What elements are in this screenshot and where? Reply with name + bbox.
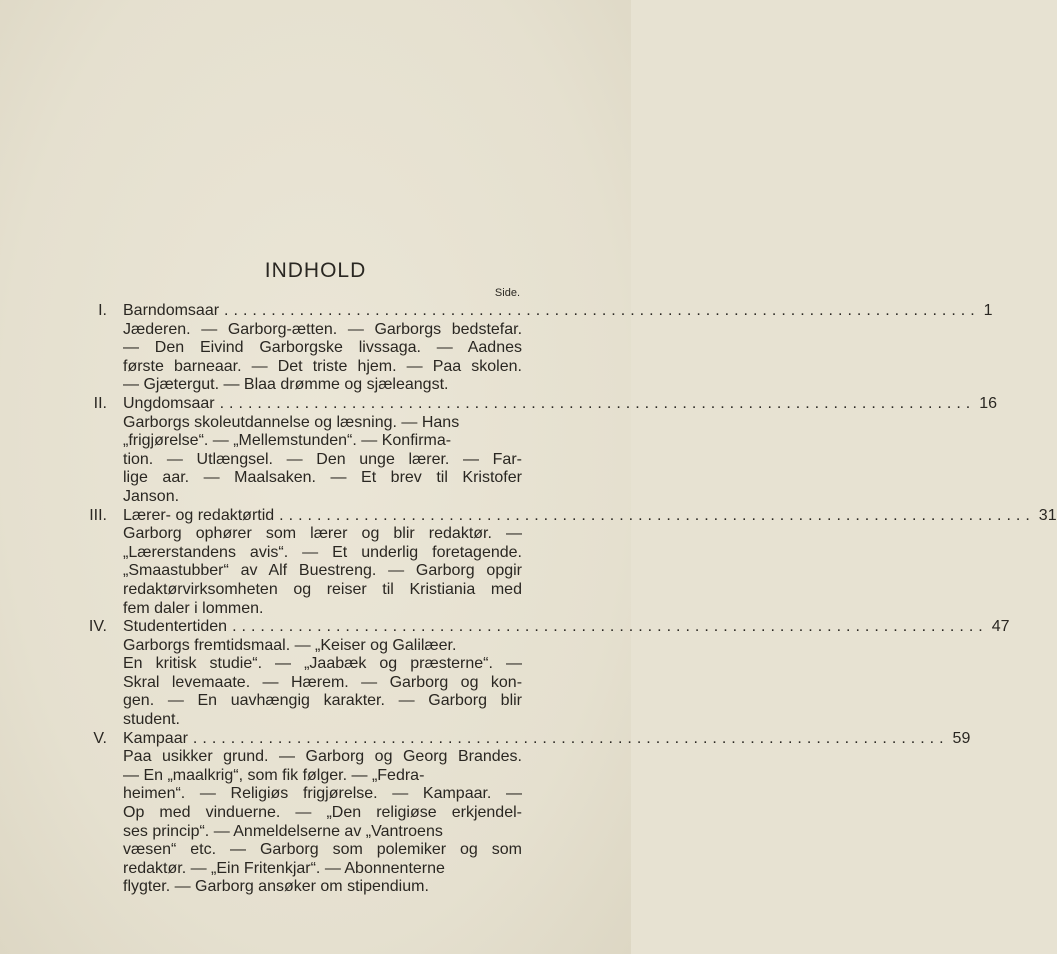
chapter-title: Ungdomsaar: [123, 394, 215, 412]
chapter-page-number: 1: [983, 302, 993, 319]
toc-chapter: [72, 729, 971, 897]
chapter-entry: [123, 394, 998, 507]
page-title: INDHOLD: [264, 259, 367, 282]
chapter-heading-row: [123, 394, 998, 414]
chapter-heading-row: [123, 506, 1057, 526]
chapter-entry: [123, 302, 993, 395]
toc-chapter: [72, 394, 998, 507]
side-column-label: Side.: [494, 287, 520, 299]
chapter-summary-line: Op med vinduerne. — „Den religiøse erkjendel-: [123, 804, 522, 822]
chapter-summary-line: — Gjætergut. — Blaa drømme og sjæleangst.: [123, 376, 449, 394]
chapter-numeral: I.: [98, 302, 107, 319]
chapter-title: Barndomsaar: [123, 302, 220, 319]
chapter-page-number: 16: [979, 394, 998, 412]
chapter-summary-line: flygter. — Garborg ansøker om stipendium.: [123, 878, 429, 896]
chapter-numeral: II.: [93, 394, 107, 412]
chapter-heading-row: [123, 302, 993, 321]
chapter-summary-line: „Smaastubber“ av Alf Buestreng. — Garborg opgir: [123, 562, 522, 580]
chapter-summary-line: redaktørvirksomheten og reiser til Kristiania med: [123, 580, 522, 598]
dot-leader: ................................................................................: [219, 394, 976, 412]
chapter-summary-line: Garborg ophører som lærer og blir redaktør. —: [123, 525, 523, 543]
chapter-numeral: III.: [89, 506, 107, 524]
chapter-summary-line: væsen“ etc. — Garborg som polemiker og som: [123, 841, 522, 859]
chapter-summary-line: første barneaar. — Det triste hjem. — Paa skolen.: [123, 357, 522, 375]
chapter-summary-line: Jæderen. — Garborg-ætten. — Garborgs bedstefar.: [123, 320, 523, 338]
chapter-summary-line: Garborgs skoleutdannelse og læsning. — Hans: [123, 413, 460, 431]
chapter-heading-row: [123, 729, 971, 749]
dot-leader: ................................................................................: [224, 302, 980, 319]
chapter-entry: [123, 618, 1010, 730]
chapter-summary-line: Garborgs fremtidsmaal. — „Keiser og Galilæer.: [123, 636, 457, 654]
chapter-summary-line: En kritisk studie“. — „Jaabæk og præsterne“. —: [123, 655, 522, 673]
toc-chapter: [72, 506, 1057, 619]
chapter-numeral: IV.: [88, 618, 107, 636]
chapter-summary-line: tion. — Utlængsel. — Den unge lærer. — Far-: [123, 450, 522, 468]
chapter-entry: [123, 506, 1057, 619]
chapter-summary-line: Janson.: [123, 487, 180, 505]
chapter-summary-line: student.: [123, 711, 180, 729]
table-of-contents: [72, 302, 1057, 897]
dot-leader: ................................................................................: [232, 618, 988, 636]
chapter-entry: [123, 729, 971, 897]
chapter-summary-line: — En „maalkrig“, som fik følger. — „Fedra-: [123, 766, 425, 784]
chapter-summary-line: redaktør. — „Ein Fritenkjar“. — Abonnenterne: [123, 859, 445, 877]
chapter-summary-line: — Den Eivind Garborgske livssaga. — Aadnes: [123, 339, 522, 357]
chapter-summary-line: gen. — En uavhængig karakter. — Garborg blir: [123, 692, 523, 710]
toc-chapter: [72, 618, 1010, 730]
chapter-page-number: 59: [952, 729, 971, 747]
chapter-title: Studentertiden: [123, 618, 228, 636]
chapter-summary-line: ses princip“. — Anmeldelserne av „Vantroens: [123, 822, 443, 840]
dot-leader: ................................................................................: [279, 506, 1035, 524]
chapter-page-number: 31: [1038, 506, 1057, 524]
chapter-summary-line: „Lærerstandens avis“. — Et underlig foretagende.: [123, 543, 522, 561]
chapter-summary-line: Skral levemaate. — Hærem. — Garborg og kon-: [123, 673, 523, 691]
chapter-summary-line: fem daler i lommen.: [123, 599, 264, 617]
dot-leader: ................................................................................: [192, 729, 949, 747]
chapter-summary-line: heimen“. — Religiøs frigjørelse. — Kampaar. —: [123, 785, 523, 803]
chapter-numeral: V.: [93, 729, 107, 747]
chapter-title: Lærer- og redaktørtid: [123, 506, 275, 524]
chapter-summary-line: Paa usikker grund. — Garborg og Georg Brandes.: [123, 748, 522, 766]
chapter-page-number: 47: [991, 618, 1010, 636]
chapter-heading-row: [123, 618, 1010, 637]
chapter-summary-line: „frigjørelse“. — „Mellemstunden“. — Konfirma-: [123, 432, 452, 450]
chapter-summary-line: lige aar. — Maalsaken. — Et brev til Kristofer: [123, 469, 522, 487]
toc-chapter: [72, 302, 993, 395]
chapter-title: Kampaar: [123, 729, 188, 747]
